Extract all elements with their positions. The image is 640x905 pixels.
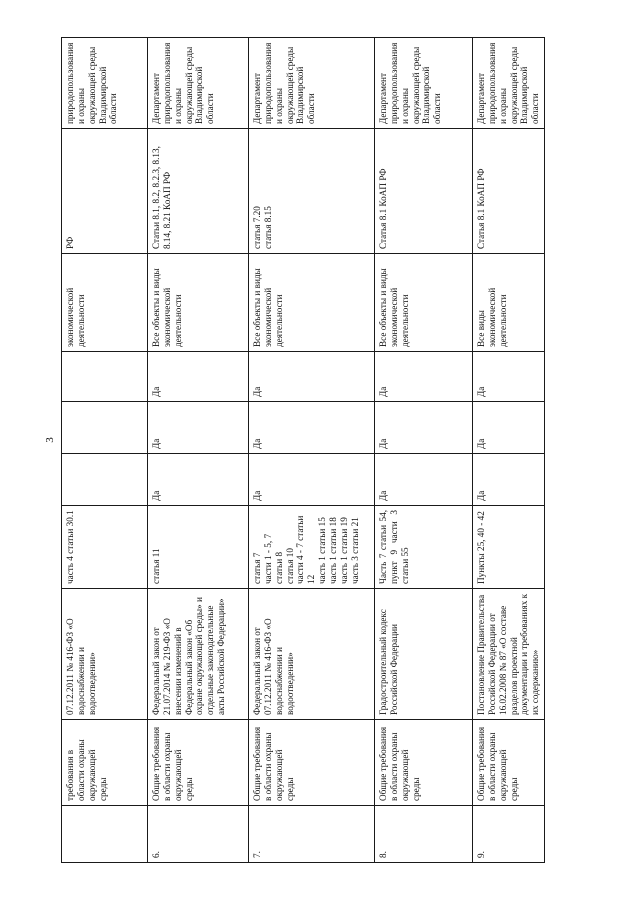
applicability-c: [62, 352, 148, 402]
table-row: [62, 38, 148, 863]
subjects: Все объекты и виды экономической деятельности: [148, 254, 249, 352]
applicability-a: Да: [249, 454, 375, 506]
applicability-b: Да: [148, 402, 249, 454]
koap-articles: РФ: [62, 129, 148, 254]
applicability-b: Да: [249, 402, 375, 454]
article-line: части 4 - 7 статьи: [295, 515, 306, 584]
legal-act: Федеральный закон от 07.12.2011 № 416-ФЗ «О водоснабжении и водоотведении»: [249, 589, 375, 720]
article-line: статья 7: [252, 552, 262, 584]
applicability-a: Да: [473, 454, 545, 506]
requirement-name: Общие требования в области охраны окружающей среды: [148, 720, 249, 806]
table-row: [375, 38, 473, 863]
applicability-b: Да: [473, 402, 545, 454]
applicability-b: [62, 402, 148, 454]
applicability-a: Да: [148, 454, 249, 506]
article-line: часть 1 статьи 18: [328, 517, 339, 584]
control-authority: Департамент природопользования и охраны окружающей среды Владимирской области: [473, 38, 545, 129]
subjects: Все объекты и виды экономической деятельности: [375, 254, 473, 352]
requirement-name: Общие требования в области охраны окружающей среды: [473, 720, 545, 806]
koap-articles: Статья 8.1 КоАП РФ: [375, 129, 473, 254]
koap-line: статья 7.20: [252, 206, 262, 249]
subjects: Все объекты и виды экономической деятельности: [249, 254, 375, 352]
legal-act: Градостроительный кодекс Российской Федерации: [375, 589, 473, 720]
legal-act: 07.12.2011 № 416-ФЗ «О водоснабжении и водоотведении»: [62, 589, 148, 720]
row-number: 9.: [473, 806, 545, 863]
article-line: 12: [306, 574, 317, 584]
article-line: части 1 - 5, 7: [262, 533, 273, 584]
koap-articles: [249, 129, 375, 254]
articles: Пункты 25, 40 - 42: [473, 506, 545, 589]
control-authority: Департамент природопользования и охраны окружающей среды Владимирской области: [148, 38, 249, 129]
control-authority: Департамент природопользования и охраны окружающей среды Владимирской области: [375, 38, 473, 129]
table-row: [249, 38, 375, 863]
requirements-table: [61, 37, 545, 863]
article-line: статья 10: [284, 548, 295, 584]
applicability-a: Да: [375, 454, 473, 506]
requirement-name: Общие требования в области охраны окружающей среды: [375, 720, 473, 806]
applicability-b: Да: [375, 402, 473, 454]
article-line: часть 1 статьи 19: [338, 517, 349, 584]
koap-articles: Статья 8.1 КоАП РФ: [473, 129, 545, 254]
control-authority: природопользования и охраны окружающей среды Владимирской области: [62, 38, 148, 129]
articles: Часть 7 статьи 54, пункт 9 части 3 статьи 55: [375, 506, 473, 589]
subjects: экономической деятельности: [62, 254, 148, 352]
article-line: часть 1 статьи 15: [317, 517, 328, 584]
applicability-c: Да: [473, 352, 545, 402]
articles: [249, 506, 375, 589]
table-row: [148, 38, 249, 863]
row-number: 8.: [375, 806, 473, 863]
row-number: [62, 806, 148, 863]
legal-act: Федеральный закон от 21.07.2014 № 219-ФЗ «О внесении изменений в Федеральный закон «Об охране окружающей среды» и отдельные законодательные акты Российской Федерации»: [148, 589, 249, 720]
table-row: [473, 38, 545, 863]
article-line: статьи 8: [273, 551, 284, 584]
articles: статья 11: [148, 506, 249, 589]
requirement-name: требования в области охраны окружающей среды: [62, 720, 148, 806]
applicability-c: Да: [148, 352, 249, 402]
article-line: часть 3 статьи 21: [349, 517, 360, 584]
row-number: 7.: [249, 806, 375, 863]
applicability-c: Да: [249, 352, 375, 402]
page-number: 3: [44, 437, 56, 443]
applicability-a: [62, 454, 148, 506]
requirement-name: Общие требования в области охраны окружающей среды: [249, 720, 375, 806]
applicability-c: Да: [375, 352, 473, 402]
legal-act: Постановление Правительства Российской Федерации от 16.02.2008 № 87 «О составе разделов проектной документации и требованиях к их содержанию»: [473, 589, 545, 720]
koap-line: статья 8.15: [262, 206, 273, 249]
control-authority: Департамент природопользования и охраны окружающей среды Владимирской области: [249, 38, 375, 129]
koap-articles: Статьи 8.1, 8.2, 8.2.3, 8.13, 8.14, 8.21 КоАП РФ: [148, 129, 249, 254]
articles: часть 4 статьи 30.1: [62, 506, 148, 589]
requirements-table-container: [61, 38, 541, 863]
row-number: 6.: [148, 806, 249, 863]
subjects: Все виды экономической деятельности: [473, 254, 545, 352]
